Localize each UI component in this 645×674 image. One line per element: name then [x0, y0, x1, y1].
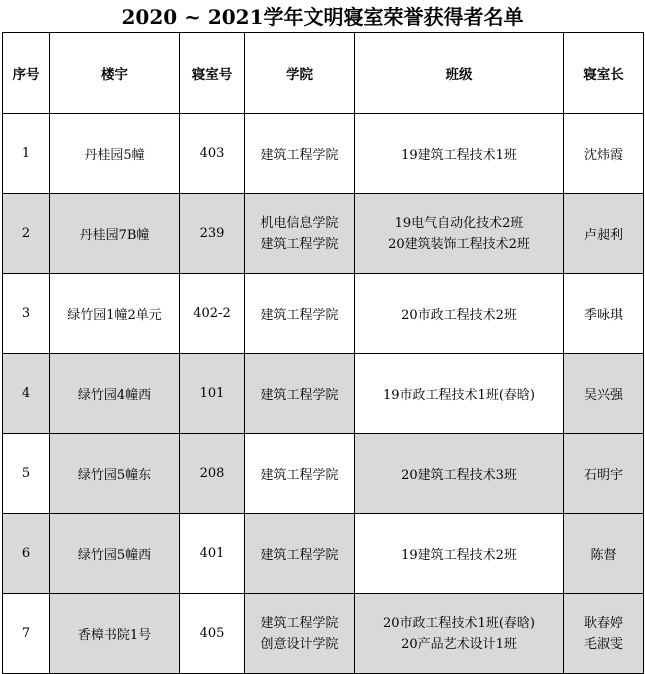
cell-room: 402-2: [180, 274, 245, 354]
cell-leader: 沈炜霞: [564, 114, 644, 194]
cell-room: 403: [180, 114, 245, 194]
page-title: 2020 ~ 2021学年文明寝室荣誉获得者名单: [121, 5, 524, 29]
college-line: 创意设计学院: [260, 636, 339, 652]
honor-list-table: [2, 32, 644, 674]
cell-class: 19市政工程技术1班(春晗): [355, 354, 564, 434]
cell-building: 绿竹园5幢西: [50, 514, 180, 594]
cell-leader: 吴兴强: [564, 354, 644, 434]
leader-line: 耿春婷: [583, 615, 623, 631]
cell-college: [245, 194, 355, 274]
header-class: 班级: [355, 33, 564, 114]
cell-building: 丹桂园5幢: [50, 114, 180, 194]
class-line: 20产品艺术设计1班: [401, 636, 517, 652]
cell-building: 香樟书院1号: [50, 594, 180, 674]
cell-college: 建筑工程学院: [245, 114, 355, 194]
cell-building: 丹桂园7B幢: [50, 194, 180, 274]
class-line: 20建筑装饰工程技术2班: [388, 236, 530, 252]
cell-class: 20建筑工程技术3班: [355, 434, 564, 514]
cell-room: 239: [180, 194, 245, 274]
table-row: [3, 194, 644, 274]
header-college: 学院: [245, 33, 355, 114]
cell-room: 401: [180, 514, 245, 594]
cell-leader: 陈督: [564, 514, 644, 594]
cell-building: 绿竹园4幢西: [50, 354, 180, 434]
cell-no: 5: [3, 434, 50, 514]
table-row: [3, 434, 644, 514]
cell-no: 7: [3, 594, 50, 674]
header-room: 寝室号: [180, 33, 245, 114]
cell-class: [355, 194, 564, 274]
table-row: [3, 354, 644, 434]
cell-no: 2: [3, 194, 50, 274]
table-row: [3, 274, 644, 354]
header-leader: 寝室长: [564, 33, 644, 114]
table-header-row: [3, 33, 644, 114]
cell-room: 208: [180, 434, 245, 514]
cell-college: [245, 594, 355, 674]
cell-college: 建筑工程学院: [245, 354, 355, 434]
cell-class: [355, 594, 564, 674]
class-line: 20市政工程技术1班(春晗): [383, 615, 535, 631]
cell-room: 101: [180, 354, 245, 434]
cell-leader: [564, 594, 644, 674]
cell-no: 6: [3, 514, 50, 594]
cell-no: 4: [3, 354, 50, 434]
header-building: 楼宇: [50, 33, 180, 114]
cell-class: 19建筑工程技术2班: [355, 514, 564, 594]
college-line: 机电信息学院: [260, 215, 339, 231]
cell-building: 绿竹园1幢2单元: [50, 274, 180, 354]
college-line: 建筑工程学院: [260, 236, 339, 252]
table-row: [3, 594, 644, 674]
cell-leader: 石明宇: [564, 434, 644, 514]
cell-leader: 卢昶利: [564, 194, 644, 274]
header-no: 序号: [3, 33, 50, 114]
cell-college: 建筑工程学院: [245, 274, 355, 354]
cell-leader: 季咏琪: [564, 274, 644, 354]
cell-room: 405: [180, 594, 245, 674]
cell-class: 20市政工程技术2班: [355, 274, 564, 354]
college-line: 建筑工程学院: [260, 615, 339, 631]
cell-college: 建筑工程学院: [245, 434, 355, 514]
cell-college: 建筑工程学院: [245, 514, 355, 594]
cell-no: 1: [3, 114, 50, 194]
cell-building: 绿竹园5幢东: [50, 434, 180, 514]
leader-line: 毛淑雯: [583, 636, 623, 652]
class-line: 19电气自动化技术2班: [394, 215, 524, 231]
cell-no: 3: [3, 274, 50, 354]
table-row: [3, 114, 644, 194]
table-row: [3, 514, 644, 594]
cell-class: 19建筑工程技术1班: [355, 114, 564, 194]
